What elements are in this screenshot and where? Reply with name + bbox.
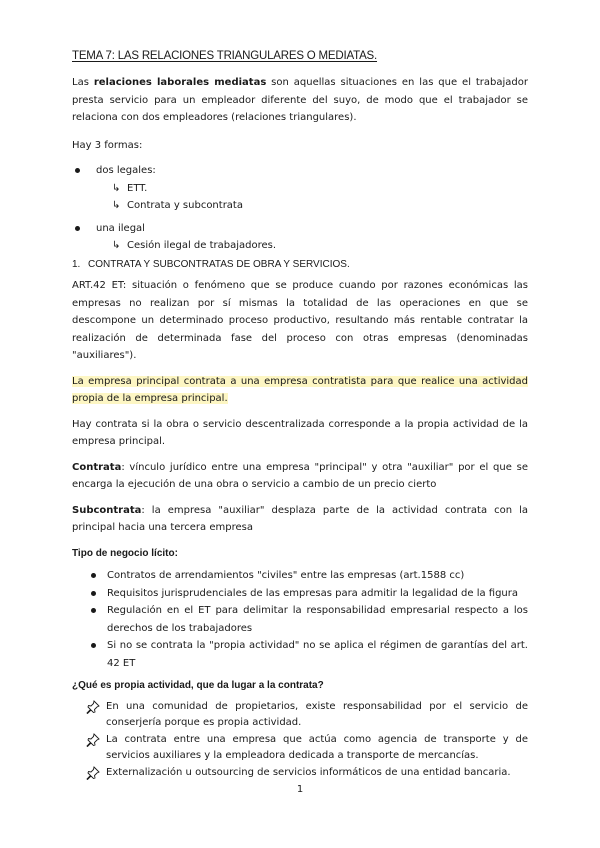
hooked-arrow-icon: ↳	[112, 240, 121, 251]
highlight-text: La empresa principal contrata a una empresa contratista para que realice una actividad propia de la empresa principal.	[72, 375, 528, 404]
subcontrata-definition	[72, 502, 528, 537]
list-item: Requisitos jurisprudenciales de las empresas para admitir la legalidad de la figura	[72, 585, 528, 603]
intro-paragraph	[72, 74, 528, 127]
intro-post: son aquellas situaciones en las que el trabajador presta servicio para un empleador diferente del suyo, de modo que el trabajador se relaciona con dos empleadores (relaciones triangulares).	[72, 77, 529, 123]
forms-intro: Hay 3 formas:	[72, 139, 143, 151]
hooked-arrow-icon: ↳	[112, 182, 121, 194]
list-item	[72, 237, 528, 254]
form-label-illegal: una ilegal	[96, 222, 145, 234]
list-item	[72, 699, 528, 732]
highlighted-paragraph	[72, 373, 528, 408]
pushpin-icon	[86, 700, 100, 714]
intro-bold-term: relaciones laborales mediatas	[93, 77, 267, 88]
contrata-text: : vínculo jurídico entre una empresa "principal" y otra "auxiliar" por el que se encarga la ejecución de una obra o servicio a cambio de un precio cierto	[72, 461, 528, 490]
sub-item-text: Contrata y subcontrata	[127, 199, 243, 211]
sub-item-text: Cesión ilegal de trabajadores.	[127, 240, 277, 251]
sub-item-text: ETT.	[127, 182, 148, 194]
list-item	[72, 197, 528, 214]
contrata-term: Contrata	[72, 461, 122, 473]
hay-contrata-paragraph: Hay contrata si la obra o servicio descentralizada corresponde a la propia actividad de la empresa principal.	[72, 418, 528, 447]
tipo-heading: Tipo de negocio lícito:	[72, 547, 178, 559]
examples-list	[72, 699, 528, 782]
subcontrata-term: Subcontrata	[72, 504, 142, 516]
tipo-list	[72, 567, 528, 672]
example-text: La contrata entre una empresa que actúa como agencia de transporte y de servicios auxiliares y la empleadora dedicada a transporte de mercancías.	[106, 733, 528, 761]
form-label-legal: dos legales:	[96, 165, 156, 176]
document-page	[72, 50, 528, 781]
example-text: Externalización u outsourcing de servicios informáticos de una entidad bancaria.	[106, 766, 511, 778]
list-item	[72, 765, 528, 782]
question-heading: ¿Qué es propia actividad, que da lugar a la contrata?	[72, 680, 324, 691]
contrata-definition	[72, 459, 528, 494]
list-item: Regulación en el ET para delimitar la responsabilidad empresarial respecto a los derechos de los trabajadores	[72, 602, 528, 637]
section-title: CONTRATA Y SUBCONTRATAS DE OBRA Y SERVICIOS.	[88, 259, 350, 270]
list-item: Si no se contrata la "propia actividad" no se aplica el régimen de garantías del art. 42 ET	[72, 637, 528, 672]
art42-paragraph: ART.42 ET: situación o fenómeno que se produce cuando por razones económicas las empresas no realizan por sí mismas la totalidad de las operaciones en que se descompone un determinado proceso productivo, resultando más rentable contratar la realización de determinada fase del proceso con otras empresas (denominadas "auxiliares").	[72, 280, 528, 361]
page-number: 1	[296, 784, 304, 795]
list-item	[72, 220, 528, 255]
section-number: 1.	[72, 259, 81, 270]
section-heading	[72, 256, 528, 273]
example-text: En una comunidad de propietarios, existe responsabilidad por el servicio de conserjería porque es propia actividad.	[106, 700, 528, 728]
list-item	[72, 180, 528, 197]
forms-list	[72, 162, 528, 254]
subcontrata-text: : la empresa "auxiliar" desplaza parte de la actividad contrata con la principal hacia una tercera empresa	[72, 504, 528, 533]
list-item	[72, 162, 528, 214]
sub-list	[72, 180, 528, 214]
list-item	[72, 732, 528, 765]
list-item: Contratos de arrendamientos "civiles" entre las empresas (art.1588 cc)	[72, 567, 528, 585]
pushpin-icon	[86, 733, 100, 747]
pushpin-icon	[86, 766, 100, 780]
hooked-arrow-icon: ↳	[112, 199, 121, 211]
page-title: TEMA 7: LAS RELACIONES TRIANGULARES O MEDIATAS.	[72, 50, 378, 62]
sub-list	[72, 237, 528, 254]
intro-pre: Las	[72, 77, 94, 88]
